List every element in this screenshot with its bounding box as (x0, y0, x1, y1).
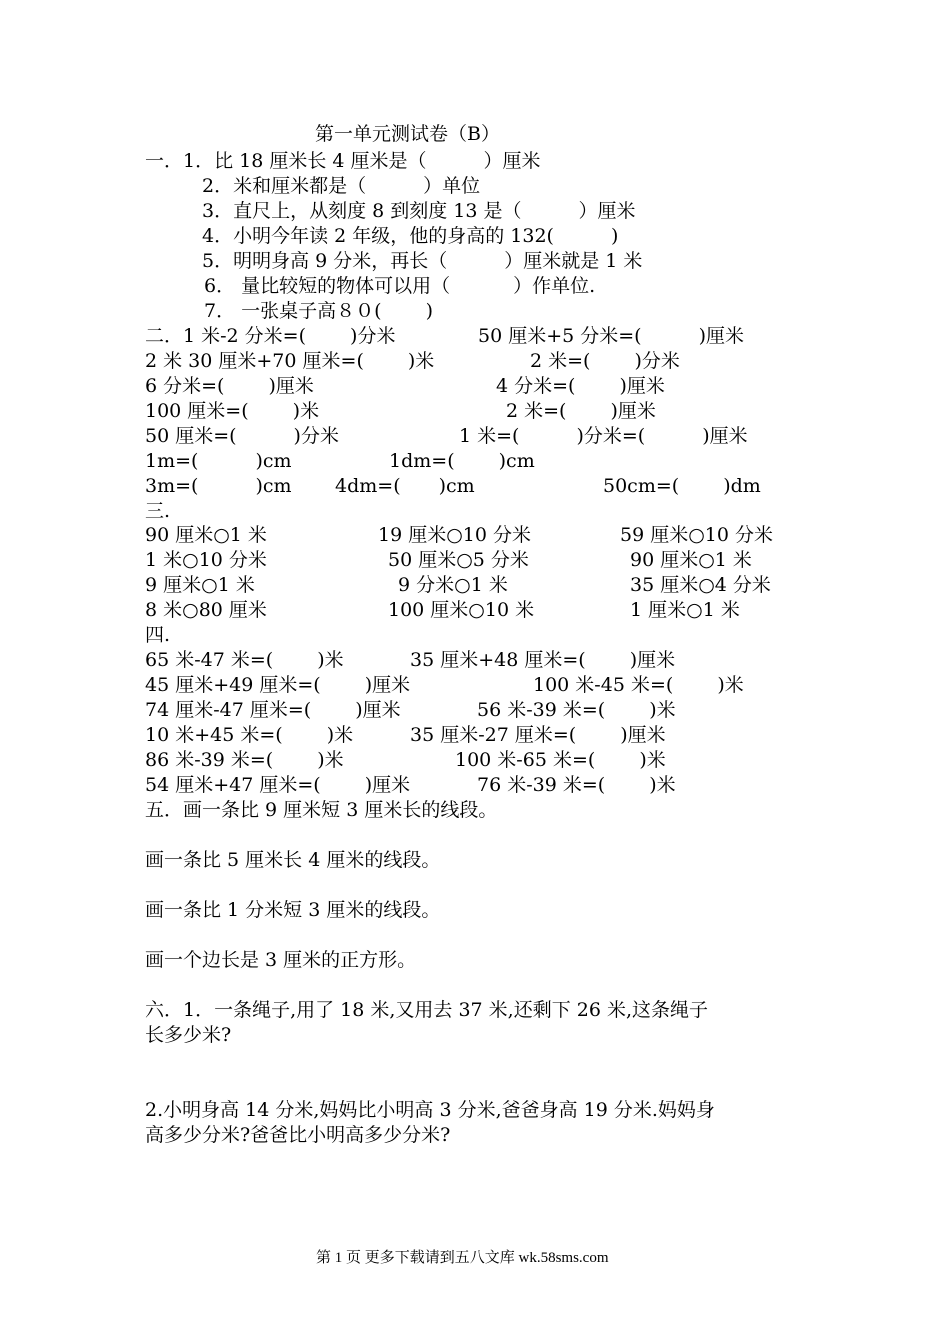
calc-item: 100 米-65 米=( )米 (455, 749, 666, 771)
compare-item: 50 厘米○5 分米 (388, 549, 529, 571)
q2-r2b: 2 米=( )分米 (530, 350, 680, 372)
compare-item: 8 米○80 厘米 (145, 599, 267, 621)
compare-item: 90 厘米○1 米 (630, 549, 752, 571)
q1-3: 3．直尺上，从刻度 8 到刻度 13 是（ ）厘米 (202, 200, 636, 222)
calc-item: 86 米-39 米=( )米 (145, 749, 344, 771)
compare-item: 19 厘米○10 分米 (378, 524, 532, 546)
q1-7: 7． 一张桌子高８０( ) (204, 300, 433, 322)
draw-task-3: 画一条比 1 分米短 3 厘米的线段。 (145, 899, 441, 921)
q2-r7b: 4dm=( )cm (335, 475, 475, 497)
q2-r3b: 4 分米=( )厘米 (496, 375, 665, 397)
draw-task-2: 画一条比 5 厘米长 4 厘米的线段。 (145, 849, 441, 871)
q1-4: 4．小明今年读 2 年级，他的身高的 132( ) (202, 225, 619, 247)
q2-r1a: 二．1 米-2 分米=( )分米 (145, 325, 396, 347)
section4-heading: 四. (145, 624, 171, 646)
compare-item: 100 厘米○10 米 (388, 599, 535, 621)
q2-r7a: 3m=( )cm (145, 475, 292, 497)
calc-item: 35 厘米-27 厘米=( )厘米 (410, 724, 666, 746)
q2-r1b: 50 厘米+5 分米=( )厘米 (478, 325, 745, 347)
compare-item: 1 米○10 分米 (145, 549, 267, 571)
calc-item: 35 厘米+48 厘米=( )厘米 (410, 649, 676, 671)
q2-r4a: 100 厘米=( )米 (145, 400, 320, 422)
calc-item: 10 米+45 米=( )米 (145, 724, 354, 746)
page-footer: 第 1 页 更多下载请到五八文库 wk.58sms.com (316, 1250, 609, 1266)
compare-item: 1 厘米○1 米 (630, 599, 740, 621)
q2-r4b: 2 米=( )厘米 (506, 400, 656, 422)
calc-item: 65 米-47 米=( )米 (145, 649, 344, 671)
calc-item: 45 厘米+49 厘米=( )厘米 (145, 674, 411, 696)
section3-heading: 三. (145, 500, 171, 522)
draw-task-1: 五．画一条比 9 厘米短 3 厘米长的线段。 (145, 799, 498, 821)
word-problem-2-line2: 高多少分米?爸爸比小明高多少分米? (145, 1124, 451, 1146)
draw-task-4: 画一个边长是 3 厘米的正方形。 (145, 949, 417, 971)
word-problem-2-line1: 2.小明身高 14 分米,妈妈比小明高 3 分米,爸爸身高 19 分米.妈妈身 (145, 1099, 715, 1121)
word-problem-1-line1: 六．1．一条绳子,用了 18 米,又用去 37 米,还剩下 26 米,这条绳子 (145, 999, 709, 1021)
compare-item: 9 厘米○1 米 (145, 574, 255, 596)
q2-r2a: 2 米 30 厘米+70 厘米=( )米 (145, 350, 435, 372)
q2-r6a: 1m=( )cm (145, 450, 292, 472)
q1-5: 5．明明身高 9 分米，再长（ ）厘米就是 1 米 (202, 250, 643, 272)
calc-item: 74 厘米-47 厘米=( )厘米 (145, 699, 401, 721)
q2-r3a: 6 分米=( )厘米 (145, 375, 314, 397)
page-title: 第一单元测试卷（B） (315, 123, 500, 145)
q2-r6b: 1dm=( )cm (389, 450, 535, 472)
compare-item: 9 分米○1 米 (398, 574, 508, 596)
q1-1: 一．1．比 18 厘米长 4 厘米是（ ）厘米 (145, 150, 541, 172)
compare-item: 59 厘米○10 分米 (620, 524, 774, 546)
q2-r5a: 50 厘米=( )分米 (145, 425, 339, 447)
calc-item: 54 厘米+47 厘米=( )厘米 (145, 774, 411, 796)
calc-item: 76 米-39 米=( )米 (477, 774, 676, 796)
q2-r5b: 1 米=( )分米=( )厘米 (459, 425, 748, 447)
calc-item: 56 米-39 米=( )米 (477, 699, 676, 721)
word-problem-1-line2: 长多少米? (145, 1024, 232, 1046)
q2-r7c: 50cm=( )dm (603, 475, 761, 497)
q1-2: 2．米和厘米都是（ ）单位 (202, 175, 481, 197)
calc-item: 100 米-45 米=( )米 (533, 674, 744, 696)
compare-item: 90 厘米○1 米 (145, 524, 267, 546)
q1-6: 6． 量比较短的物体可以用（ ）作单位. (204, 275, 596, 297)
compare-item: 35 厘米○4 分米 (630, 574, 771, 596)
